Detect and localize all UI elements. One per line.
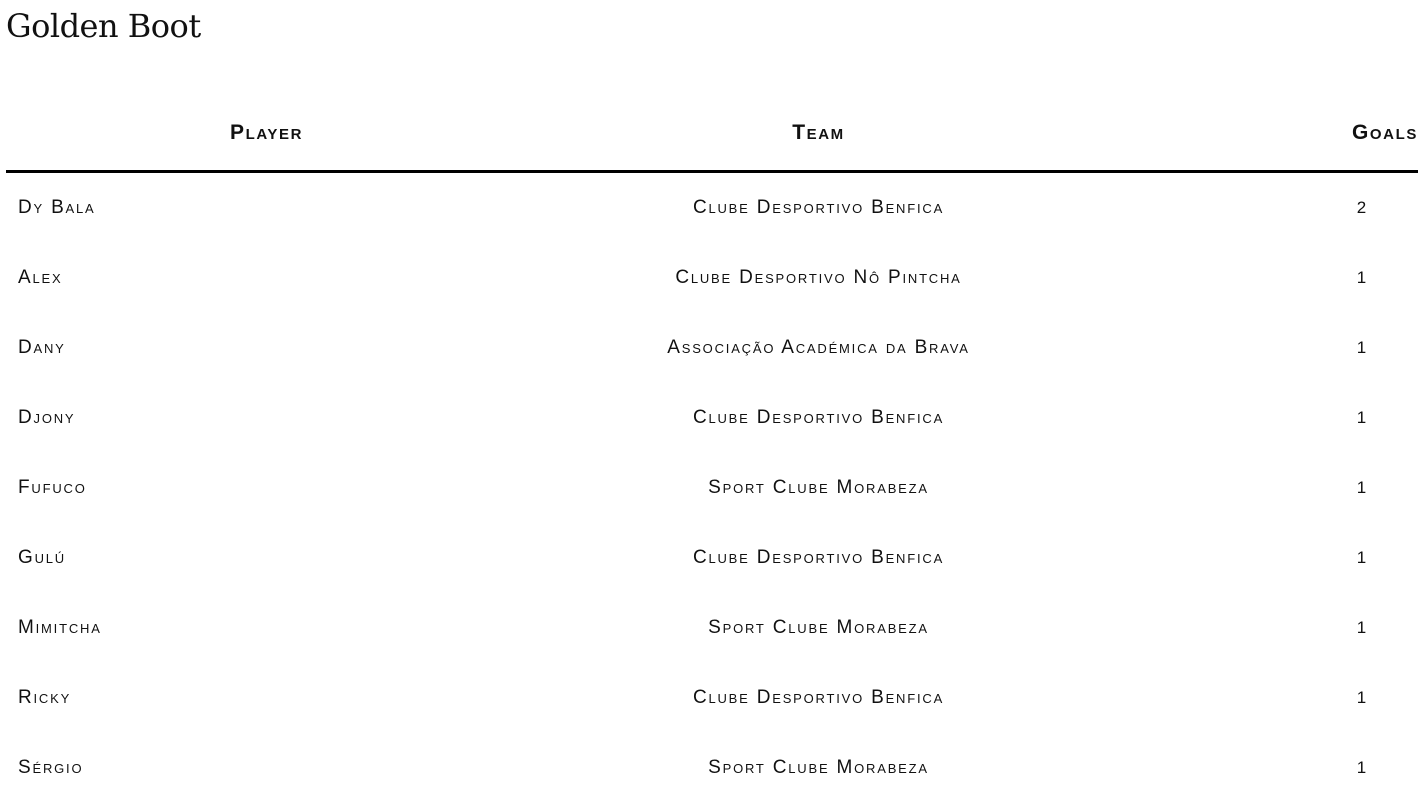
goals-cell: 1 [1091, 383, 1418, 453]
team-cell: Clube Desportivo Nô Pintcha [546, 243, 1091, 313]
golden-boot-table [6, 100, 1418, 803]
table-header [6, 100, 1418, 172]
table-row [6, 733, 1418, 803]
player-cell: Sérgio [6, 733, 546, 803]
player-cell: Djony [6, 383, 546, 453]
player-cell: Gulú [6, 523, 546, 593]
page-title: Golden Boot [6, 4, 201, 48]
table-row [6, 523, 1418, 593]
goals-cell: 1 [1091, 313, 1418, 383]
table-row [6, 243, 1418, 313]
column-header-team: Team [546, 100, 1091, 172]
player-cell: Dy Bala [6, 172, 546, 244]
team-cell: Clube Desportivo Benfica [546, 523, 1091, 593]
goals-cell: 1 [1091, 733, 1418, 803]
team-cell: Clube Desportivo Benfica [546, 172, 1091, 244]
table-row [6, 383, 1418, 453]
goals-cell: 1 [1091, 453, 1418, 523]
column-header-player: Player [6, 100, 546, 172]
goals-cell: 2 [1091, 172, 1418, 244]
table-row [6, 313, 1418, 383]
goals-cell: 1 [1091, 663, 1418, 733]
team-cell: Associação Académica da Brava [546, 313, 1091, 383]
table-row [6, 593, 1418, 663]
player-cell: Mimitcha [6, 593, 546, 663]
player-cell: Fufuco [6, 453, 546, 523]
table-row [6, 453, 1418, 523]
goals-cell: 1 [1091, 523, 1418, 593]
column-header-goals: Goals [1091, 100, 1418, 172]
team-cell: Sport Clube Morabeza [546, 453, 1091, 523]
table-row [6, 663, 1418, 733]
goals-cell: 1 [1091, 243, 1418, 313]
goals-cell: 1 [1091, 593, 1418, 663]
player-cell: Dany [6, 313, 546, 383]
table-body [6, 172, 1418, 803]
team-cell: Sport Clube Morabeza [546, 733, 1091, 803]
player-cell: Ricky [6, 663, 546, 733]
player-cell: Alex [6, 243, 546, 313]
team-cell: Clube Desportivo Benfica [546, 383, 1091, 453]
team-cell: Clube Desportivo Benfica [546, 663, 1091, 733]
table-header-row [6, 100, 1418, 172]
team-cell: Sport Clube Morabeza [546, 593, 1091, 663]
table-row [6, 172, 1418, 244]
